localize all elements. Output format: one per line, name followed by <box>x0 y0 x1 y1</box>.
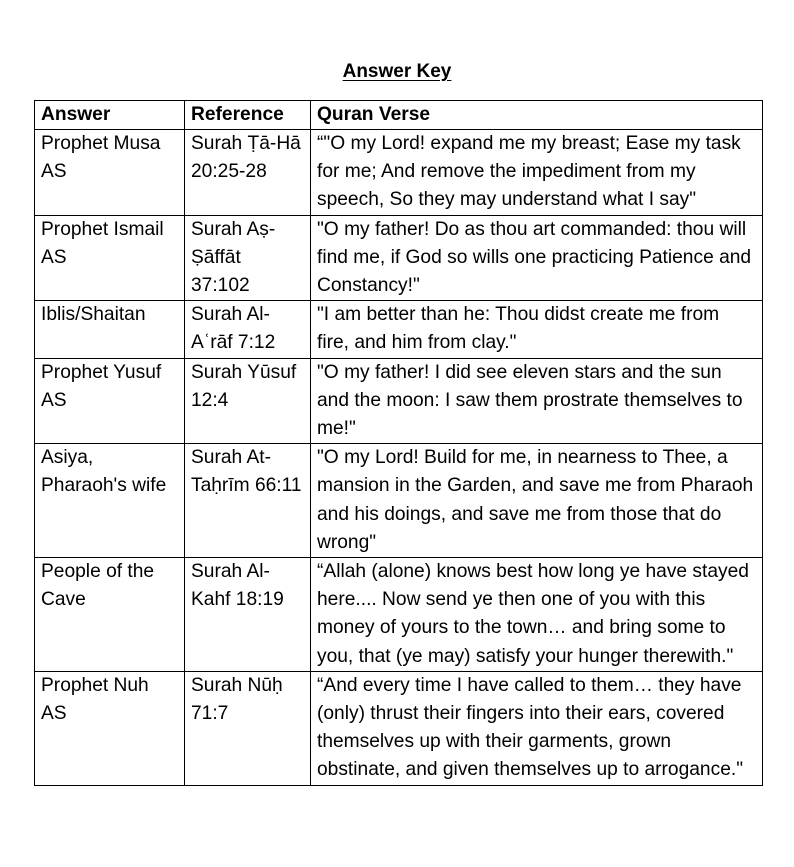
verse-cell: "O my father! Do as thou art commanded: thou will find me, if God so wills one practicing Patience and Constancy!" <box>311 215 763 301</box>
page-title-text: Answer Key <box>342 61 452 82</box>
verse-cell: "O my Lord! Build for me, in nearness to Thee, a mansion in the Garden, and save me from Pharaoh and his doings, and save me from those that do wrong" <box>311 444 763 558</box>
verse-cell: “"O my Lord! expand me my breast; Ease my task for me; And remove the impediment from my speech, So they may understand what I say" <box>311 130 763 216</box>
column-header-answer: Answer <box>35 101 185 130</box>
table-row <box>35 215 763 301</box>
table-header-row <box>35 101 763 130</box>
answer-cell: Prophet Musa AS <box>35 130 185 216</box>
reference-cell: Surah Nūḥ 71:7 <box>185 671 311 785</box>
reference-cell: Surah At-Taḥrīm 66:11 <box>185 444 311 558</box>
reference-cell: Surah Ṭā-Hā 20:25-28 <box>185 130 311 216</box>
table-row <box>35 301 763 358</box>
answer-cell: People of the Cave <box>35 558 185 672</box>
table-row <box>35 130 763 216</box>
column-header-quran-verse: Quran Verse <box>311 101 763 130</box>
column-header-reference: Reference <box>185 101 311 130</box>
answer-cell: Prophet Ismail AS <box>35 215 185 301</box>
answer-cell: Prophet Nuh AS <box>35 671 185 785</box>
reference-cell: Surah Al-Kahf 18:19 <box>185 558 311 672</box>
verse-cell: “Allah (alone) knows best how long ye have stayed here.... Now send ye then one of you with this money of yours to the town… and bring some to you, that (ye may) satisfy your hunger therewith." <box>311 558 763 672</box>
table-row <box>35 444 763 558</box>
answer-cell: Prophet Yusuf AS <box>35 358 185 444</box>
verse-cell: "O my father! I did see eleven stars and the sun and the moon: I saw them prostrate themselves to me!" <box>311 358 763 444</box>
page-title <box>0 60 794 84</box>
table-row <box>35 358 763 444</box>
answer-key-table <box>34 100 763 786</box>
table-row <box>35 558 763 672</box>
verse-cell: “And every time I have called to them… they have (only) thrust their fingers into their ears, covered themselves up with their garments, grown obstinate, and given themselves up to arrogance." <box>311 671 763 785</box>
answer-cell: Asiya, Pharaoh's wife <box>35 444 185 558</box>
verse-cell: "I am better than he: Thou didst create me from fire, and him from clay." <box>311 301 763 358</box>
table-row <box>35 671 763 785</box>
answer-cell: Iblis/Shaitan <box>35 301 185 358</box>
reference-cell: Surah Al-Aʿrāf 7:12 <box>185 301 311 358</box>
reference-cell: Surah Yūsuf 12:4 <box>185 358 311 444</box>
reference-cell: Surah Aṣ-Ṣāffāt 37:102 <box>185 215 311 301</box>
